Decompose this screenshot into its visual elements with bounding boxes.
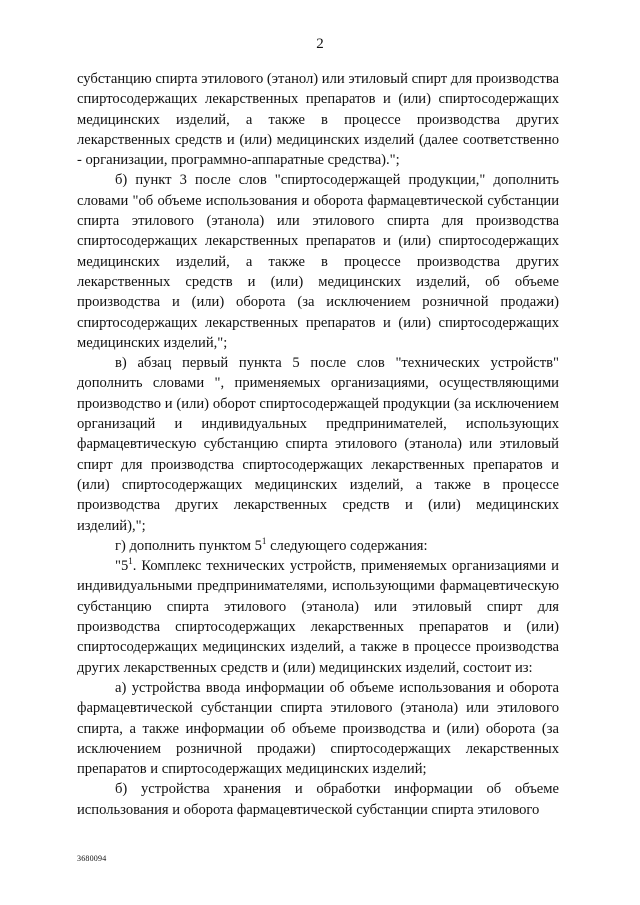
paragraph-point-5-1: [77, 556, 559, 678]
superscript: 1: [128, 556, 133, 567]
paragraph-v-point-5: в) абзац первый пункта 5 после слов "технических устройств" дополнить словами ", применяемых организациями, осуществляющими производство и (или) оборот спиртосодержащей продукции (за исключением организаций и индивидуальных предпринимателей, использующих фармацевтическую субстанцию спирта этилового (этанола) или этиловый спирт для производства спиртосодержащих лекарственных препаратов и (или) спиртосодержащих медицинских изделий, а также в процессе производства других лекарственных средств и (или) медицинских изделий),";: [77, 355, 559, 534]
page-number: 2: [316, 36, 324, 52]
paragraph-continuation: субстанцию спирта этилового (этанол) или этиловый спирт для производства спиртосодержащих лекарственных препаратов и (или) спиртосодержащих медицинских изделий, а также в процессе производства других лекарственных средств и (или) медицинских изделий (далее соответственно - организации, программно-аппаратные средства).";: [77, 71, 559, 169]
document-code: 3680094: [77, 854, 107, 863]
paragraph-g-text-end: следующего содержания:: [266, 537, 428, 554]
paragraph-a-input-devices: a) устройства ввода информации об объеме использования и оборота фармацевтической субстанции спирта этилового (этанола) или этилового спирта, а также информации об объеме производства и (или) оборота (за исключением розничной продажи) спиртосодержащих лекарственных препаратов и спиртосодержащих медицинских изделий;: [77, 679, 559, 778]
paragraph-b-storage-devices: б) устройства хранения и обработки информации об объеме использования и оборота фармацевтической субстанции спирта этилового: [77, 781, 559, 818]
document-body: [77, 69, 559, 820]
superscript: 1: [261, 535, 267, 546]
paragraph-b-point-3: б) пункт 3 после слов "спиртосодержащей продукции," дополнить словами "об объеме использования и оборота фармацевтической субстанции спирта этилового (этанола) или этилового спирта для производства спиртосодержащих лекарственных препаратов и (или) спиртосодержащих медицинских изделий, а также в процессе производства других лекарственных средств и (или) медицинских изделий, об объеме производства и (или) оборота (за исключением розничной продажи) спиртосодержащих лекарственных препаратов и (или) спиртосодержащих медицинских изделий,";: [77, 172, 559, 351]
paragraph-g-add-point: [77, 536, 559, 556]
paragraph-g-text: г) дополнить пунктом 5: [115, 537, 262, 554]
paragraph-5-1-text: . Комплекс технических устройств, применяемых организациями и индивидуальными предпринимателями, использующими фармацевтическую субстанцию спирта этилового (этанола) или этиловый спирт для производства спиртосодержащих лекарственных препаратов и (или) спиртосодержащих медицинских изделий, а также в процессе производства других лекарственных средств и (или) медицинских изделий, состоит из:: [77, 558, 559, 676]
paragraph-5-1-start: "5: [115, 558, 129, 575]
